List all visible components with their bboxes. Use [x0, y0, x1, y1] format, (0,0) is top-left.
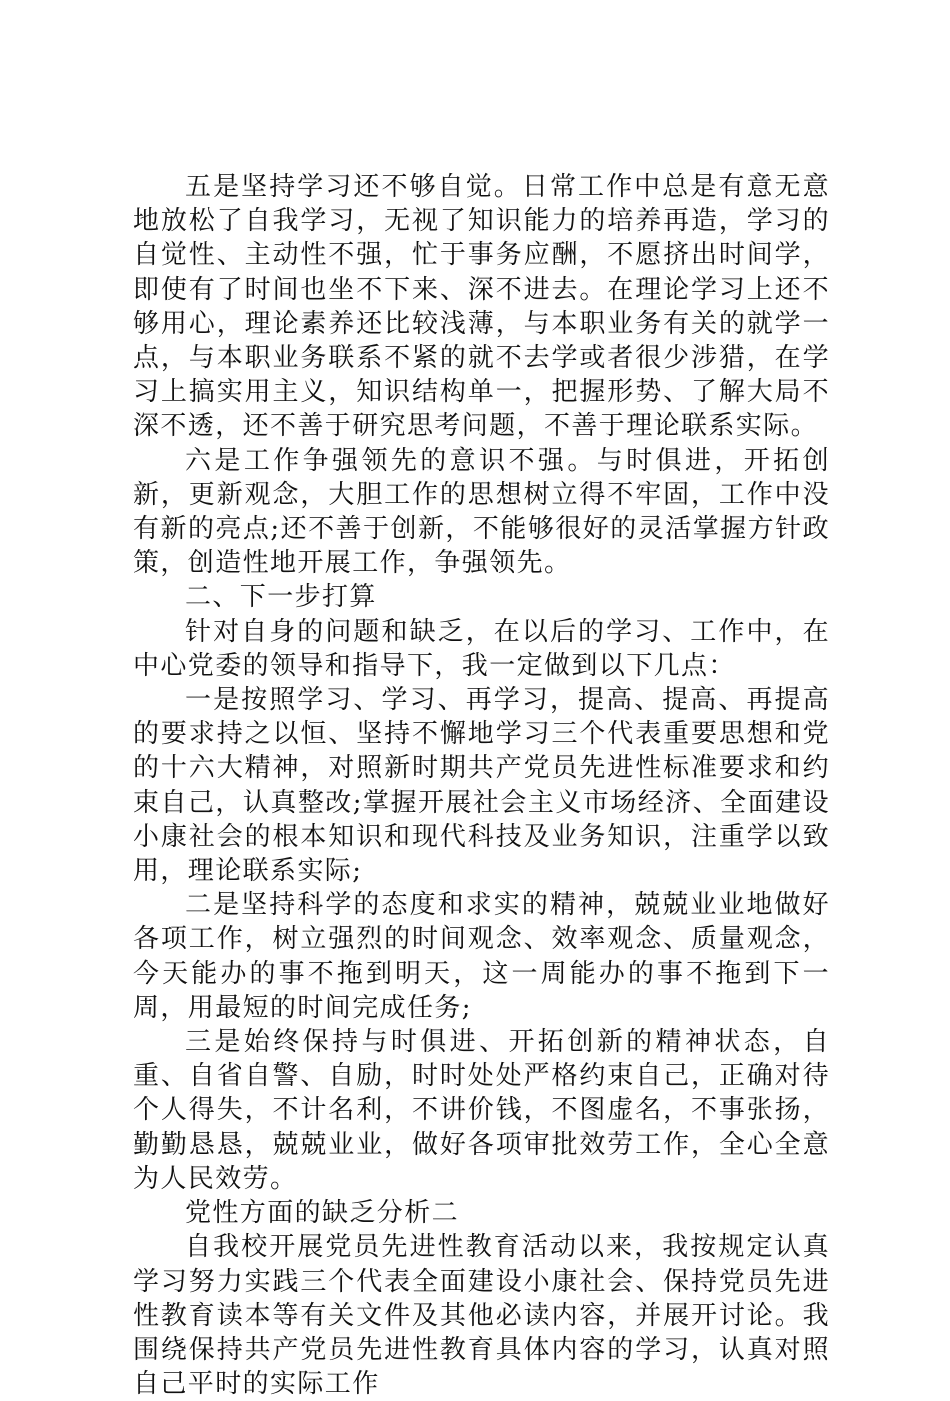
paragraph-point-five: 五是坚持学习还不够自觉。日常工作中总是有意无意地放松了自我学习，无视了知识能力的培养再造，学习的自觉性、主动性不强，忙于事务应酬，不愿挤出时间学，即使有了时间也坐不下来、深不进去。在理论学习上还不够用心，理论素养还比较浅薄，与本职业务有关的就学一点，与本职业务联系不紧的就不去学或者很少涉猎，在学习上搞实用主义，知识结构单一，把握形势、了解大局不深不透，还不善于研究思考问题，不善于理论联系实际。 [133, 172, 830, 442]
paragraph-plan-two: 二是坚持科学的态度和求实的精神，兢兢业业地做好各项工作，树立强烈的时间观念、效率观念、质量观念，今天能办的事不拖到明天，这一周能办的事不拖到下一周，用最短的时间完成任务; [133, 890, 830, 1023]
section-heading-next-steps: 二、下一步打算 [185, 582, 377, 613]
section-heading-analysis-two: 党性方面的缺乏分析二 [185, 1198, 460, 1229]
paragraph-point-six: 六是工作争强领先的意识不强。与时俱进，开拓创新，更新观念，大胆工作的思想树立得不牢固，工作中没有新的亮点;还不善于创新，不能够很好的灵活掌握方针政策，创造性地开展工作，争强领先。 [133, 445, 830, 579]
paragraph-plan-three: 三是始终保持与时俱进、开拓创新的精神状态，自重、自省自警、自励，时时处处严格约束自己，正确对待个人得失，不计名利，不讲价钱，不图虚名，不事张扬，勤勤恳恳，兢兢业业，做好各项审批效劳工作，全心全意为人民效劳。 [133, 1027, 830, 1194]
paragraph-next-steps-intro: 针对自身的问题和缺乏，在以后的学习、工作中，在中心党委的领导和指导下，我一定做到以下几点： [133, 616, 830, 681]
paragraph-analysis-two-intro: 自我校开展党员先进性教育活动以来，我按规定认真学习努力实践三个代表全面建设小康社会、保持党员先进性教育读本等有关文件及其他必读内容，并展开讨论。我围绕保持共产党员先进性教育具体内容的学习，认真对照自己平时的实际工作 [133, 1232, 830, 1400]
document-body [133, 170, 830, 1401]
paragraph-plan-one: 一是按照学习、学习、再学习，提高、提高、再提高的要求持之以恒、坚持不懈地学习三个代表重要思想和党的十六大精神，对照新时期共产党员先进性标准要求和约束自己，认真整改;掌握开展社会主义市场经济、全面建设小康社会的根本知识和现代科技及业务知识，注重学以致用，理论联系实际; [133, 685, 830, 887]
